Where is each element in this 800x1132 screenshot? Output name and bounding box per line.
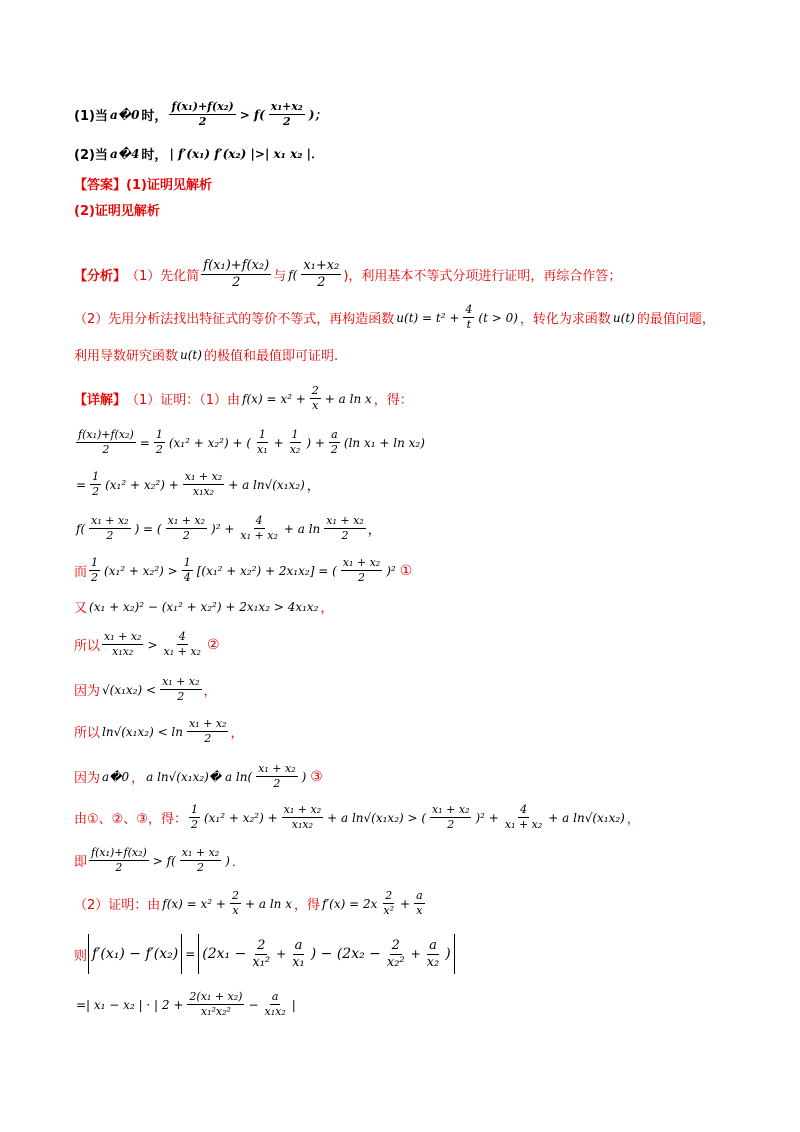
detail-math: + a ln x [244, 896, 292, 911]
analysis-line1 [74, 258, 621, 291]
detail-fraction: $\frac{\text{x₁ + x₂}}{2}$ [91, 514, 129, 542]
analysis-text: 与 [273, 269, 287, 284]
detail-fraction: $\frac{a}{\text{x₂}}$ [426, 937, 440, 970]
detail-fraction: $\frac{1}{2}$ [190, 803, 198, 831]
circle-number-1: ① [399, 562, 413, 579]
analysis-math: f( [288, 267, 298, 282]
detail-math: f(x) = x² + [242, 391, 306, 406]
detail-text: 而 [74, 565, 88, 580]
detail-math: (ln x₁ + ln x₂) [343, 435, 425, 450]
detail-text: 由①、②、③，得： [74, 812, 187, 827]
detail-fraction: $\frac{\text{f(x₁)+f(x₂)}}{2}$ [91, 846, 147, 874]
detail-math: + [410, 947, 421, 961]
detail-math: > f( [152, 853, 176, 868]
detail-text: 因为 [74, 684, 101, 699]
analysis-line2 [74, 303, 715, 332]
abs-bar [181, 934, 182, 974]
analysis-text: )，利用基本不等式分项进行证明，再综合作答； [343, 269, 622, 284]
detail-fraction: $\frac{4}{\text{x₁ + x₂}}$ [504, 803, 543, 831]
detail-math: = [139, 435, 150, 450]
analysis-text: （2）先用分析法找出特征式的等价不等式，再构造函数 [74, 312, 395, 327]
detail-fraction: $\frac{a}{2}$ [330, 428, 338, 456]
detail-math: (x₁² + x₂²) + [203, 810, 278, 825]
detail-fraction: $\frac{a}{\text{x₁}}$ [292, 937, 305, 970]
analysis-text: 的最值问题， [636, 312, 715, 327]
detail-fraction: $\frac{2}{x}$ [311, 384, 319, 412]
detail-fraction: $\frac{\text{x₁ + x₂}}{2}$ [342, 556, 381, 584]
detail-text: 又 [74, 601, 88, 616]
detail-fraction: $\frac{2}{\text{x²}}$ [383, 889, 395, 917]
detail-line1 [74, 384, 413, 413]
detail-text: ， [626, 812, 640, 827]
detail-fraction: $\frac{1}{2}$ [92, 470, 100, 498]
detail-math: =| x₁ − x₂ | · | 2 + [76, 997, 184, 1012]
detail-text: 所以 [74, 639, 101, 654]
detail-line11 [74, 803, 640, 832]
circle-number-2: ② [206, 636, 220, 653]
detail-text: 因为 [74, 771, 101, 786]
detail-math: a ln√(x₁x₂)� a ln( [146, 769, 253, 784]
detail-text: ， [131, 771, 145, 786]
detail-text: （1）证明：（1）由 [126, 393, 241, 408]
part1-condition: a�0 [109, 107, 140, 122]
answer-text2: (2)证明见解析 [74, 204, 160, 219]
detail-fraction: $\frac{\text{x₁ + x₂}}{2}$ [167, 514, 206, 542]
detail-fraction: $\frac{\text{x₁ + x₂}}{2}$ [432, 803, 470, 831]
detail-math: f(x) = x² + [162, 896, 226, 911]
detail-math: (x₁ + x₂)² − (x₁² + x₂²) + 2x₁x₂ > 4x₁x₂ [89, 599, 319, 614]
detail-math: ) − (2x₂ − [310, 946, 381, 962]
part1-end: )； [308, 108, 327, 122]
detail-math: + a ln [283, 521, 321, 536]
abs-bar [198, 934, 199, 974]
detail-fraction: $\frac{\text{x₁ + x₂}}{2}$ [181, 846, 220, 874]
detail-fraction: $\frac{2}{x}$ [231, 889, 239, 917]
part1-mid: 时， [141, 109, 168, 124]
detail-line2 [74, 428, 427, 457]
detail-fraction: $\frac{4}{\text{x₁ + x₂}}$ [240, 514, 278, 542]
detail-line13 [74, 889, 427, 918]
detail-fraction: $\frac{\text{x₁ + x₂}}{2}$ [162, 675, 200, 703]
detail-math: + a ln√(x₁x₂) [548, 810, 625, 825]
detail-math: )² [386, 563, 396, 578]
detail-math: | [291, 997, 296, 1012]
detail-fraction: $\frac{\text{x₁ + x₂}}{\text{x₁x₂}}$ [104, 630, 142, 658]
detail-text: ， [230, 726, 244, 741]
analysis-math: (t > 0) [478, 310, 518, 325]
answer-line1 [74, 174, 212, 193]
problem-part2 [74, 144, 325, 163]
part2-condition: a�4 [109, 146, 140, 161]
analysis-fraction3: $\frac{4}{t}$ [465, 303, 473, 331]
detail-line10 [74, 762, 323, 791]
detail-fraction: $\frac{a}{\text{x₁x₂}}$ [264, 990, 286, 1018]
detail-line7 [74, 630, 220, 659]
detail-line5 [74, 556, 412, 585]
detail-math: > [147, 637, 158, 652]
analysis-text: 利用导数研究函数 [74, 349, 179, 364]
detail-math: ) = ( [134, 521, 162, 536]
detail-math: a�0 [102, 769, 130, 784]
detail-math: ) [445, 946, 451, 962]
answer-text1: (1)证明见解析 [126, 178, 212, 193]
detail-math: ) [225, 853, 230, 868]
abs-bar [454, 934, 455, 974]
detail-line14 [74, 934, 456, 974]
detail-line6 [74, 597, 334, 616]
analysis-fraction2: $\frac{\text{x₁+x₂}}{2}$ [303, 258, 340, 290]
detail-fraction: $\frac{\text{x₁ + x₂}}{2}$ [326, 514, 364, 542]
detail-line15 [74, 990, 298, 1019]
detail-math: (x₁² + x₂²) > [104, 563, 178, 578]
detail-fraction: $\frac{2}{\text{x₂²}}$ [386, 937, 405, 970]
detail-fraction: $\frac{1}{\text{x₁}}$ [257, 428, 268, 456]
detail-math: ) + [306, 435, 325, 450]
detail-math: + [400, 896, 411, 911]
detail-fraction: $\frac{1}{2}$ [155, 428, 163, 456]
detail-text: ，得 [293, 898, 320, 913]
detail-line12 [74, 846, 245, 875]
detail-math: + a ln√(x₁x₂) > ( [327, 810, 427, 825]
analysis-line3 [74, 345, 338, 364]
detail-math: = [185, 947, 196, 961]
detail-text: 即 [74, 855, 88, 870]
detail-fraction: $\frac{1}{\text{x₂}}$ [289, 428, 301, 456]
detail-line9 [74, 717, 243, 746]
detail-math: f′(x₁) − f′(x₂) [92, 946, 179, 962]
circle-number-3: ③ [310, 768, 323, 785]
analysis-text: 的极值和最值即可证明. [203, 349, 339, 364]
detail-fraction: $\frac{\text{x₁ + x₂}}{\text{x₁x₂}}$ [184, 470, 223, 498]
detail-text: 所以 [74, 726, 101, 741]
detail-fraction: $\frac{4}{\text{x₁ + x₂}}$ [163, 630, 201, 658]
detail-math: f′(x) = 2x [322, 896, 378, 911]
detail-line3 [74, 470, 320, 499]
detail-fraction: $\frac{\text{f(x₁)+f(x₂)}}{2}$ [78, 428, 134, 456]
detail-math: )² + [211, 521, 235, 536]
part1-relation: > f( [239, 107, 265, 122]
detail-fraction: $\frac{\text{x₁ + x₂}}{2}$ [189, 717, 227, 745]
detail-line4 [74, 514, 381, 543]
detail-fraction: $\frac{1}{4}$ [183, 556, 191, 584]
detail-math: (x₁² + x₂²) + ( [168, 435, 252, 450]
analysis-fraction: $\frac{\text{f(x₁)+f(x₂)}}{2}$ [203, 258, 270, 290]
part2-prefix: (2)当 [74, 148, 108, 163]
part1-fraction2: $\frac{\text{x₁+x₂}}{2}$ [270, 100, 303, 128]
detail-math: ln√(x₁x₂) < ln [102, 724, 183, 739]
detail-line8 [74, 675, 217, 704]
abs-bar [88, 934, 89, 974]
problem-part1 [74, 100, 328, 129]
detail-math: )² + [475, 810, 499, 825]
detail-fraction: $\frac{a}{x}$ [416, 889, 423, 917]
detail-text: ． [231, 855, 245, 870]
detail-math: f( [76, 521, 86, 536]
detail-fraction: $\frac{\text{x₁ + x₂}}{\text{x₁x₂}}$ [283, 803, 322, 831]
detail-fraction: $\frac{\text{2(x₁ + x₂)}}{\text{x₁²x₂²}}$ [189, 990, 243, 1018]
detail-text: ， [203, 684, 217, 699]
detail-math: √(x₁x₂) < [102, 682, 157, 697]
detail-math: + [273, 435, 284, 450]
answer-label: 【答案】 [74, 178, 127, 193]
part1-fraction: $\frac{\text{f(x₁)+f(x₂)}}{2}$ [171, 100, 234, 128]
analysis-math: u(t) [612, 310, 635, 325]
detail-math: [(x₁² + x₂²) + 2x₁x₂] = ( [196, 563, 337, 578]
detail-text: ， [320, 601, 334, 616]
detail-text: （2）证明：由 [74, 898, 161, 913]
detail-math: + a ln x [324, 391, 372, 406]
detail-math: + a ln√(x₁x₂) [228, 477, 305, 492]
analysis-label: 【分析】 [74, 269, 127, 284]
detail-math: + [276, 947, 287, 961]
detail-label: 【详解】 [74, 393, 127, 408]
detail-math: = [76, 477, 87, 492]
part1-prefix: (1)当 [74, 109, 108, 124]
detail-math: (2x₁ − [202, 946, 247, 962]
detail-text: ， [306, 479, 320, 494]
detail-math: (x₁² + x₂²) + [105, 477, 179, 492]
part2-expression: | f′(x₁) f′(x₂) |>| x₁ x₂ |． [169, 147, 324, 161]
detail-math: ) [301, 769, 307, 784]
analysis-text: （1）先化简 [126, 269, 200, 284]
detail-fraction: $\frac{\text{x₁ + x₂}}{2}$ [258, 762, 296, 790]
detail-text: ，得： [373, 393, 413, 408]
part2-mid: 时， [141, 148, 168, 163]
detail-text: ， [367, 523, 381, 538]
detail-math: − [248, 997, 259, 1012]
detail-fraction: $\frac{1}{2}$ [91, 556, 99, 584]
detail-text: 则 [74, 948, 88, 964]
analysis-math: u(t) [180, 347, 202, 362]
detail-fraction: $\frac{2}{\text{x₁²}}$ [252, 937, 271, 970]
answer-line2 [74, 200, 160, 219]
analysis-math: u(t) = t² + [396, 310, 460, 325]
analysis-text: ，转化为求函数 [519, 312, 611, 327]
